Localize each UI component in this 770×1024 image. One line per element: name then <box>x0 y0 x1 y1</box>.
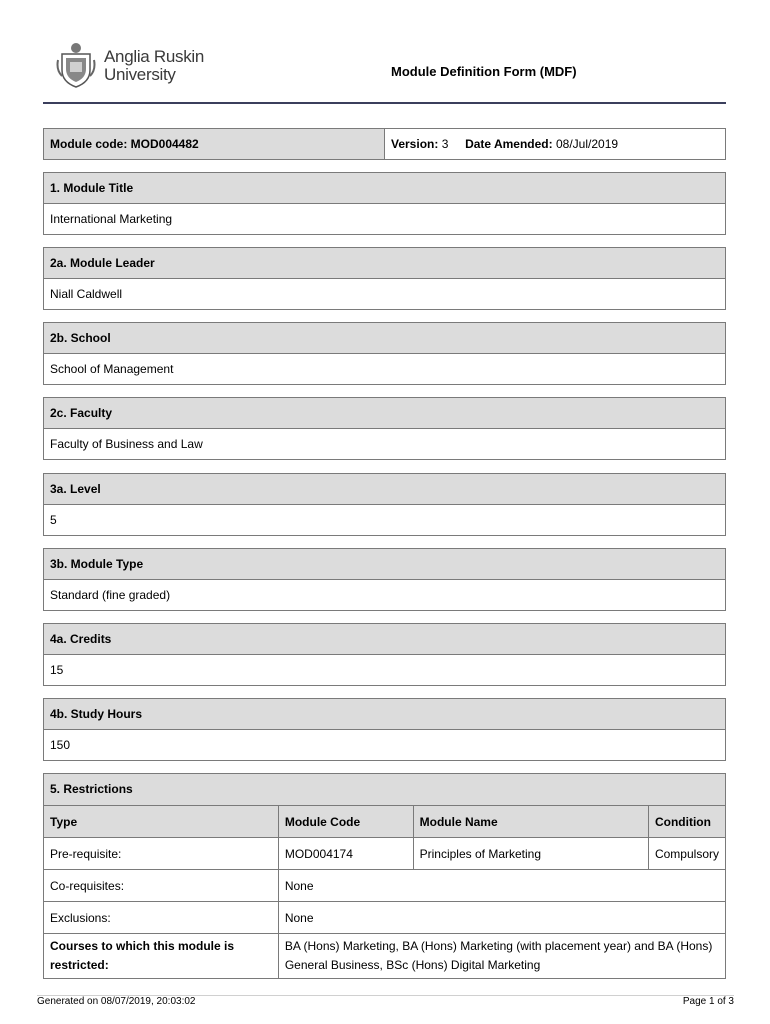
table-row <box>44 902 725 934</box>
section-heading: 2c. Faculty <box>44 398 725 429</box>
section-faculty <box>43 397 726 460</box>
prereq-name: Principles of Marketing <box>413 838 648 870</box>
section-heading: 2a. Module Leader <box>44 248 725 279</box>
prereq-code: MOD004174 <box>278 838 413 870</box>
restrictions-table <box>44 805 725 978</box>
section-module-type <box>43 548 726 611</box>
module-code: Module code: MOD004482 <box>44 129 385 159</box>
table-row <box>44 870 725 902</box>
section-value: 150 <box>50 738 71 752</box>
page-number: Page 1 of 3 <box>682 996 734 1007</box>
prereq-condition: Compulsory <box>648 838 725 870</box>
section-heading: 3b. Module Type <box>44 549 725 580</box>
version-value: 3 <box>441 137 449 151</box>
generated-timestamp: Generated on 08/07/2019, 20:03:02 <box>37 996 196 1007</box>
section-value: 5 <box>50 513 57 527</box>
section-credits <box>43 623 726 686</box>
section-value: 15 <box>50 663 64 677</box>
courses-type-line1: Courses to which this module is <box>50 939 235 953</box>
courses-type <box>44 934 278 979</box>
section-module-leader <box>43 247 726 310</box>
section-value: School of Management <box>50 362 174 376</box>
section-school <box>43 322 726 385</box>
table-row <box>44 934 725 979</box>
university-logo <box>56 40 216 90</box>
section-heading: 5. Restrictions <box>44 774 725 805</box>
section-value: Faculty of Business and Law <box>50 437 203 451</box>
module-code-box <box>43 128 726 160</box>
section-restrictions <box>43 773 726 979</box>
section-study-hours <box>43 698 726 761</box>
header-divider <box>43 102 726 104</box>
crest-icon <box>56 40 96 88</box>
courses-type-line2: restricted: <box>50 958 109 972</box>
version-date <box>385 129 725 159</box>
column-header: Module Code <box>278 806 413 838</box>
courses-value <box>278 934 725 979</box>
prereq-type: Pre-requisite: <box>44 838 278 870</box>
logo-line1: Anglia Ruskin <box>104 47 205 66</box>
section-heading: 3a. Level <box>44 474 725 505</box>
exclusions-type: Exclusions: <box>44 902 278 934</box>
section-value: Standard (fine graded) <box>50 588 171 602</box>
section-level <box>43 473 726 536</box>
coreq-value: None <box>278 870 725 902</box>
column-header: Type <box>44 806 278 838</box>
section-heading: 2b. School <box>44 323 725 354</box>
section-heading: 4b. Study Hours <box>44 699 725 730</box>
date-amended-label: Date Amended: <box>465 137 553 151</box>
section-heading: 4a. Credits <box>44 624 725 655</box>
section-heading: 1. Module Title <box>44 173 725 204</box>
section-value: Niall Caldwell <box>50 287 123 301</box>
logo-line2: University <box>104 65 176 84</box>
section-value: International Marketing <box>50 212 173 226</box>
date-amended-value: 08/Jul/2019 <box>555 137 619 151</box>
column-header: Module Name <box>413 806 648 838</box>
table-header-row <box>44 806 725 838</box>
exclusions-value: None <box>278 902 725 934</box>
column-header: Condition <box>648 806 725 838</box>
table-row <box>44 838 725 870</box>
logo-text <box>104 48 204 84</box>
section-module-title <box>43 172 726 235</box>
coreq-type: Co-requisites: <box>44 870 278 902</box>
courses-value-line1: BA (Hons) Marketing, BA (Hons) Marketing (with placement year) and BA (Hons) <box>284 939 713 953</box>
version-label: Version: <box>391 137 439 151</box>
document-title: Module Definition Form (MDF) <box>391 64 577 79</box>
courses-value-line2: General Business, BSc (Hons) Digital Marketing <box>284 958 541 972</box>
